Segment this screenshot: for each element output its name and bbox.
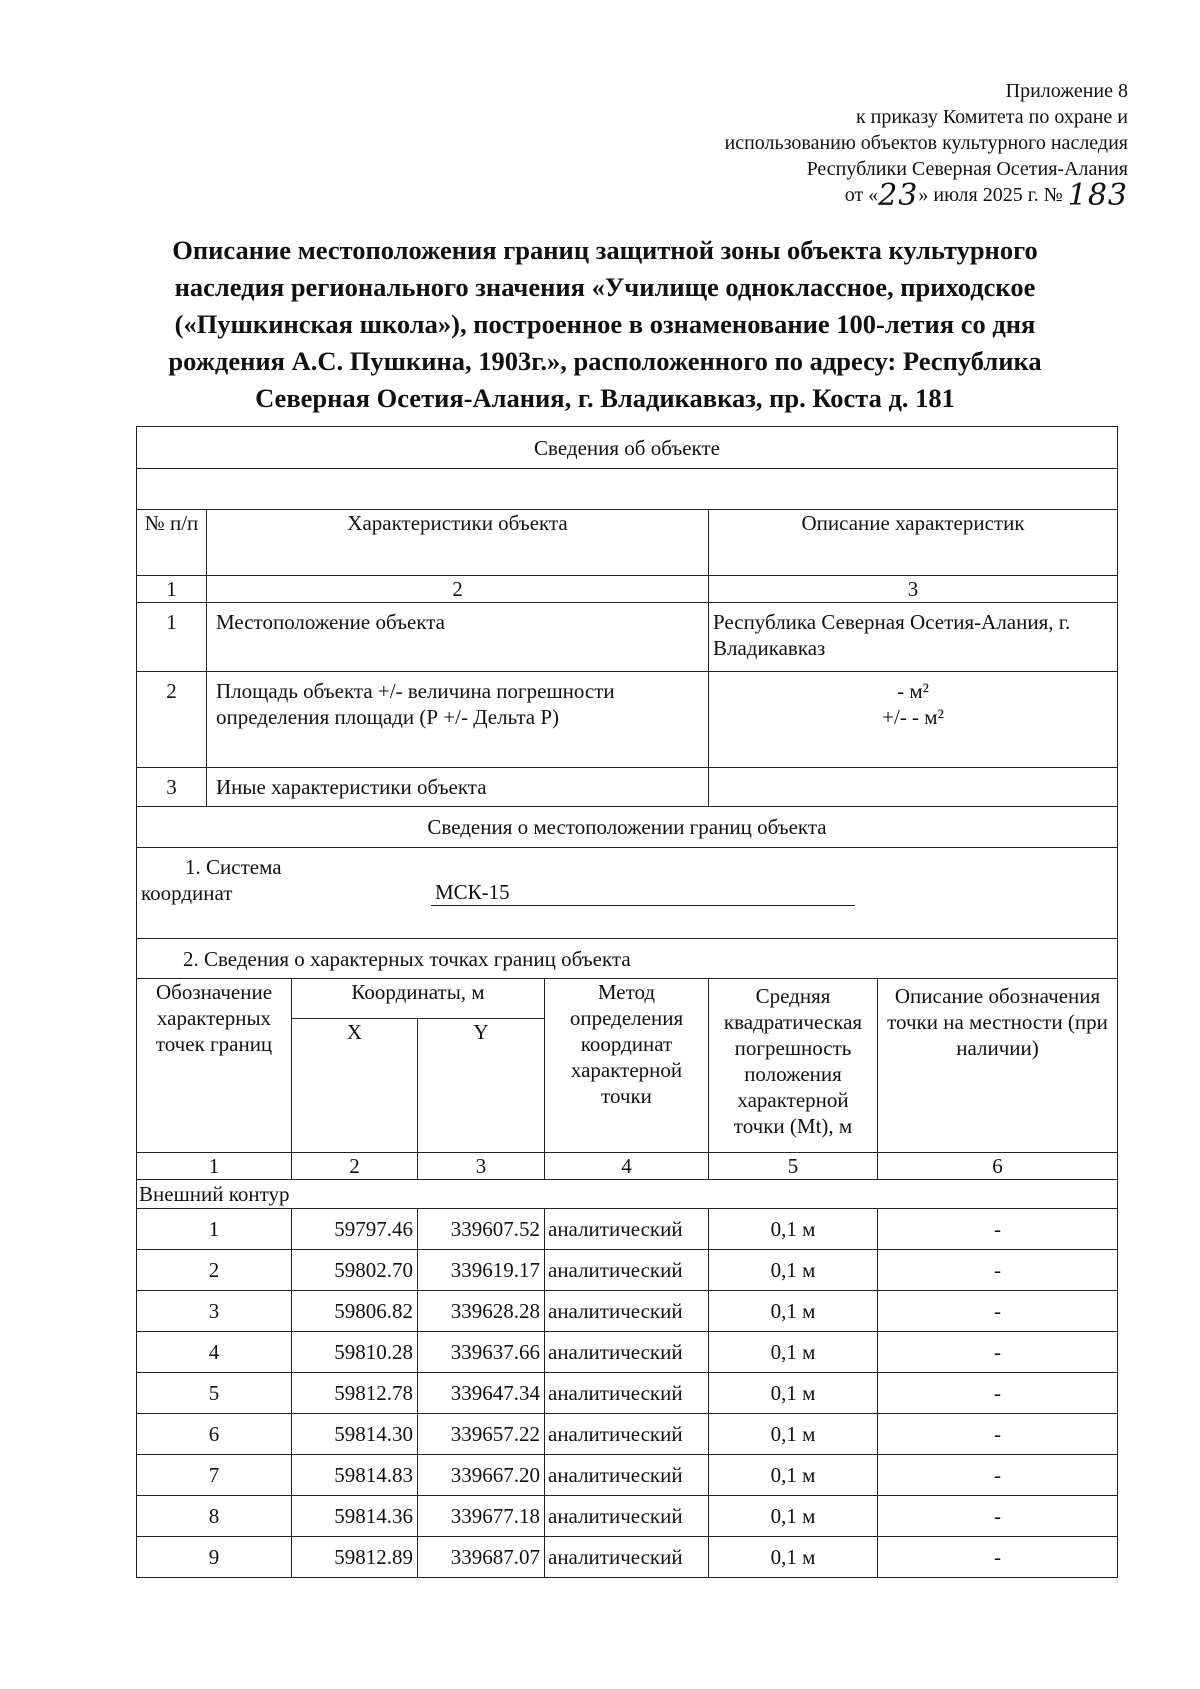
point-number: 2 <box>137 1250 292 1291</box>
object-row <box>137 768 1118 807</box>
boundary-table <box>136 426 1118 1578</box>
point-number: 6 <box>137 1414 292 1455</box>
row-number: 3 <box>137 768 207 807</box>
point-row <box>137 1496 1118 1537</box>
point-method: аналитический <box>545 1455 709 1496</box>
point-error: 0,1 м <box>709 1209 878 1250</box>
point-x: 59802.70 <box>292 1250 418 1291</box>
point-x: 59812.89 <box>292 1537 418 1578</box>
object-row <box>137 603 1118 672</box>
contour-label: Внешний контур <box>137 1180 1118 1209</box>
point-number: 9 <box>137 1537 292 1578</box>
point-description: - <box>878 1373 1118 1414</box>
point-number: 5 <box>137 1373 292 1414</box>
point-y: 339687.07 <box>418 1537 545 1578</box>
point-x: 59814.83 <box>292 1455 418 1496</box>
row-description <box>709 672 1118 768</box>
handwritten-day: 23 <box>878 178 919 213</box>
point-error: 0,1 м <box>709 1496 878 1537</box>
point-description: - <box>878 1250 1118 1291</box>
index-cell: 3 <box>418 1153 545 1180</box>
index-cell: 4 <box>545 1153 709 1180</box>
point-y: 339637.66 <box>418 1332 545 1373</box>
annex-header <box>528 78 1128 213</box>
row-number: 2 <box>137 672 207 768</box>
index-cell: 1 <box>137 1153 292 1180</box>
point-description: - <box>878 1291 1118 1332</box>
row-description <box>709 768 1118 807</box>
point-number: 8 <box>137 1496 292 1537</box>
point-number: 1 <box>137 1209 292 1250</box>
index-cell: 2 <box>207 576 709 603</box>
col-header-num: № п/п <box>137 510 207 576</box>
point-row <box>137 1414 1118 1455</box>
col-header-error: Средняя квадратическая погрешность положения характерной точки (Mt), м <box>709 979 878 1153</box>
point-description: - <box>878 1455 1118 1496</box>
object-row <box>137 672 1118 768</box>
col-header-y: Y <box>418 1019 545 1153</box>
coordinate-system-row <box>137 848 1118 939</box>
row-number: 1 <box>137 603 207 672</box>
point-method: аналитический <box>545 1537 709 1578</box>
row-characteristic: Иные характеристики объекта <box>207 768 709 807</box>
point-description: - <box>878 1332 1118 1373</box>
point-row <box>137 1537 1118 1578</box>
point-x: 59806.82 <box>292 1291 418 1332</box>
col-header-x: X <box>292 1019 418 1153</box>
point-error: 0,1 м <box>709 1373 878 1414</box>
point-description: - <box>878 1209 1118 1250</box>
annex-line-5: от «23» июля 2025 г. № 183 <box>844 178 1128 213</box>
point-description: - <box>878 1414 1118 1455</box>
points-list <box>137 1209 1118 1578</box>
point-y: 339667.20 <box>418 1455 545 1496</box>
empty-row <box>137 469 1118 510</box>
index-cell: 1 <box>137 576 207 603</box>
coordinate-system-value: МСК-15 <box>431 879 855 906</box>
location-section-heading: Сведения о местоположении границ объекта <box>137 807 1118 848</box>
point-y: 339647.34 <box>418 1373 545 1414</box>
point-row <box>137 1332 1118 1373</box>
coordinate-system-label: 1. Система координат <box>141 855 282 905</box>
point-method: аналитический <box>545 1291 709 1332</box>
point-row <box>137 1209 1118 1250</box>
point-error: 0,1 м <box>709 1291 878 1332</box>
col-header-characteristics: Характеристики объекта <box>207 510 709 576</box>
col-header-desc: Описание обозначения точки на местности (при наличии) <box>878 979 1118 1153</box>
point-x: 59812.78 <box>292 1373 418 1414</box>
row-description: Республика Северная Осетия-Алания, г. Владикавказ <box>709 603 1118 672</box>
annex-line-2: к приказу Комитета по охране и <box>855 106 1128 128</box>
row-characteristic: Площадь объекта +/- величина погрешности определения площади (Р +/- Дельта Р) <box>207 672 709 768</box>
point-description: - <box>878 1496 1118 1537</box>
point-row <box>137 1455 1118 1496</box>
point-row <box>137 1250 1118 1291</box>
point-method: аналитический <box>545 1332 709 1373</box>
point-error: 0,1 м <box>709 1414 878 1455</box>
annex-line-4: Республики Северная Осетия-Алания <box>806 158 1128 180</box>
area-value: - м² <box>897 679 929 703</box>
point-method: аналитический <box>545 1496 709 1537</box>
object-section-heading: Сведения об объекте <box>137 427 1118 469</box>
annex-line-1: Приложение 8 <box>1005 80 1128 102</box>
point-y: 339628.28 <box>418 1291 545 1332</box>
point-y: 339619.17 <box>418 1250 545 1291</box>
point-row <box>137 1291 1118 1332</box>
point-error: 0,1 м <box>709 1250 878 1291</box>
point-x: 59814.30 <box>292 1414 418 1455</box>
point-row <box>137 1373 1118 1414</box>
point-error: 0,1 м <box>709 1455 878 1496</box>
point-number: 3 <box>137 1291 292 1332</box>
index-cell: 3 <box>709 576 1118 603</box>
row-characteristic: Местоположение объекта <box>207 603 709 672</box>
area-error: +/- - м² <box>882 705 944 729</box>
point-method: аналитический <box>545 1250 709 1291</box>
point-number: 4 <box>137 1332 292 1373</box>
index-cell: 2 <box>292 1153 418 1180</box>
col-header-coords: Координаты, м <box>292 979 545 1019</box>
point-y: 339607.52 <box>418 1209 545 1250</box>
document-title: Описание местоположения границ защитной зоны объекта культурного наследия регионального значения «Училище одноклассное, приходское («Пушкинская школа»), построенное в ознаменование 100-летия со дня рождения А.С. Пушкина, 1903г.», расположенного по адресу: Республика Северная Осетия-Алания, г. Владикавказ, пр. Коста д. 181 <box>168 235 1042 413</box>
point-x: 59814.36 <box>292 1496 418 1537</box>
point-y: 339677.18 <box>418 1496 545 1537</box>
point-x: 59797.46 <box>292 1209 418 1250</box>
point-error: 0,1 м <box>709 1332 878 1373</box>
point-x: 59810.28 <box>292 1332 418 1373</box>
point-error: 0,1 м <box>709 1537 878 1578</box>
col-header-point: Обозначение характерных точек границ <box>137 979 292 1153</box>
handwritten-number: 183 <box>1067 178 1128 213</box>
point-method: аналитический <box>545 1373 709 1414</box>
points-heading: 2. Сведения о характерных точках границ объекта <box>137 939 1118 979</box>
col-header-description: Описание характеристик <box>709 510 1118 576</box>
index-cell: 6 <box>878 1153 1118 1180</box>
point-y: 339657.22 <box>418 1414 545 1455</box>
point-method: аналитический <box>545 1209 709 1250</box>
annex-line-3: использованию объектов культурного наследия <box>724 132 1128 154</box>
point-method: аналитический <box>545 1414 709 1455</box>
point-number: 7 <box>137 1455 292 1496</box>
index-cell: 5 <box>709 1153 878 1180</box>
col-header-method: Метод определения координат характерной точки <box>545 979 709 1153</box>
point-description: - <box>878 1537 1118 1578</box>
